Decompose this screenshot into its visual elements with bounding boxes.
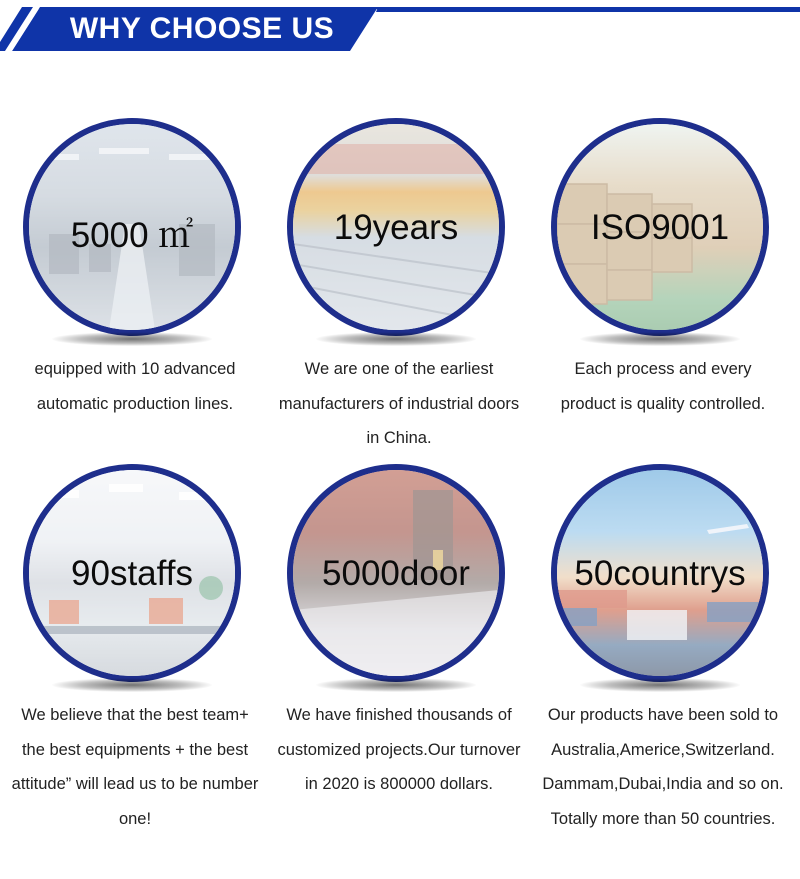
stat-area: 5000 ㎡ — [70, 216, 194, 255]
description-line: the best equipments + the best — [21, 740, 249, 759]
photo-shadow — [316, 678, 476, 692]
stat-staff: 90staffs — [71, 554, 193, 593]
feature-description — [2, 352, 268, 421]
photo-shadow — [316, 332, 476, 346]
stat-years: 19years — [333, 208, 459, 247]
photo-shadow — [52, 678, 212, 692]
section-header — [0, 0, 800, 58]
photo-shadow — [52, 332, 212, 346]
description-line: in China. — [366, 429, 432, 447]
description-line: attitude” will lead us to be number — [11, 775, 259, 793]
feature-card-staff — [2, 464, 268, 836]
feature-description — [266, 698, 532, 802]
description-line: We have finished thousands of — [286, 706, 512, 724]
description-line: Dammam,Dubai,India and so on. — [542, 775, 784, 793]
feature-card-years — [266, 118, 532, 456]
photo-shadow — [580, 332, 740, 346]
feature-card-area — [2, 118, 268, 421]
description-line: manufacturers of industrial doors — [278, 394, 520, 413]
feature-card-doors — [266, 464, 532, 802]
feature-card-iso — [530, 118, 796, 421]
stat-doors: 5000door — [322, 554, 470, 593]
description-line: Each process and every — [574, 360, 752, 378]
description-line: in 2020 is 800000 dollars. — [304, 775, 494, 793]
description-line: We are one of the earliest — [304, 360, 494, 378]
feature-description — [530, 352, 796, 421]
feature-card-countries — [530, 464, 796, 836]
description-line: customized projects.Our turnover — [277, 740, 521, 759]
description-line: automatic production lines. — [36, 394, 234, 413]
description-line: product is quality controlled. — [560, 394, 766, 413]
description-line: equipped with 10 advanced — [34, 360, 236, 378]
feature-description — [2, 698, 268, 836]
description-line: Totally more than 50 countries. — [550, 809, 776, 828]
description-line: one! — [118, 809, 152, 828]
feature-description — [266, 352, 532, 456]
stat-certification: ISO9001 — [590, 208, 730, 247]
description-line: Our products have been sold to — [547, 706, 779, 724]
photo-shadow — [580, 678, 740, 692]
feature-description — [530, 698, 796, 836]
description-line: Australia,Americe,Switzerland. — [551, 740, 775, 759]
page-title: WHY CHOOSE US — [69, 12, 335, 45]
stat-countries: 50countrys — [574, 554, 746, 593]
description-line: We believe that the best team+ — [21, 706, 249, 724]
